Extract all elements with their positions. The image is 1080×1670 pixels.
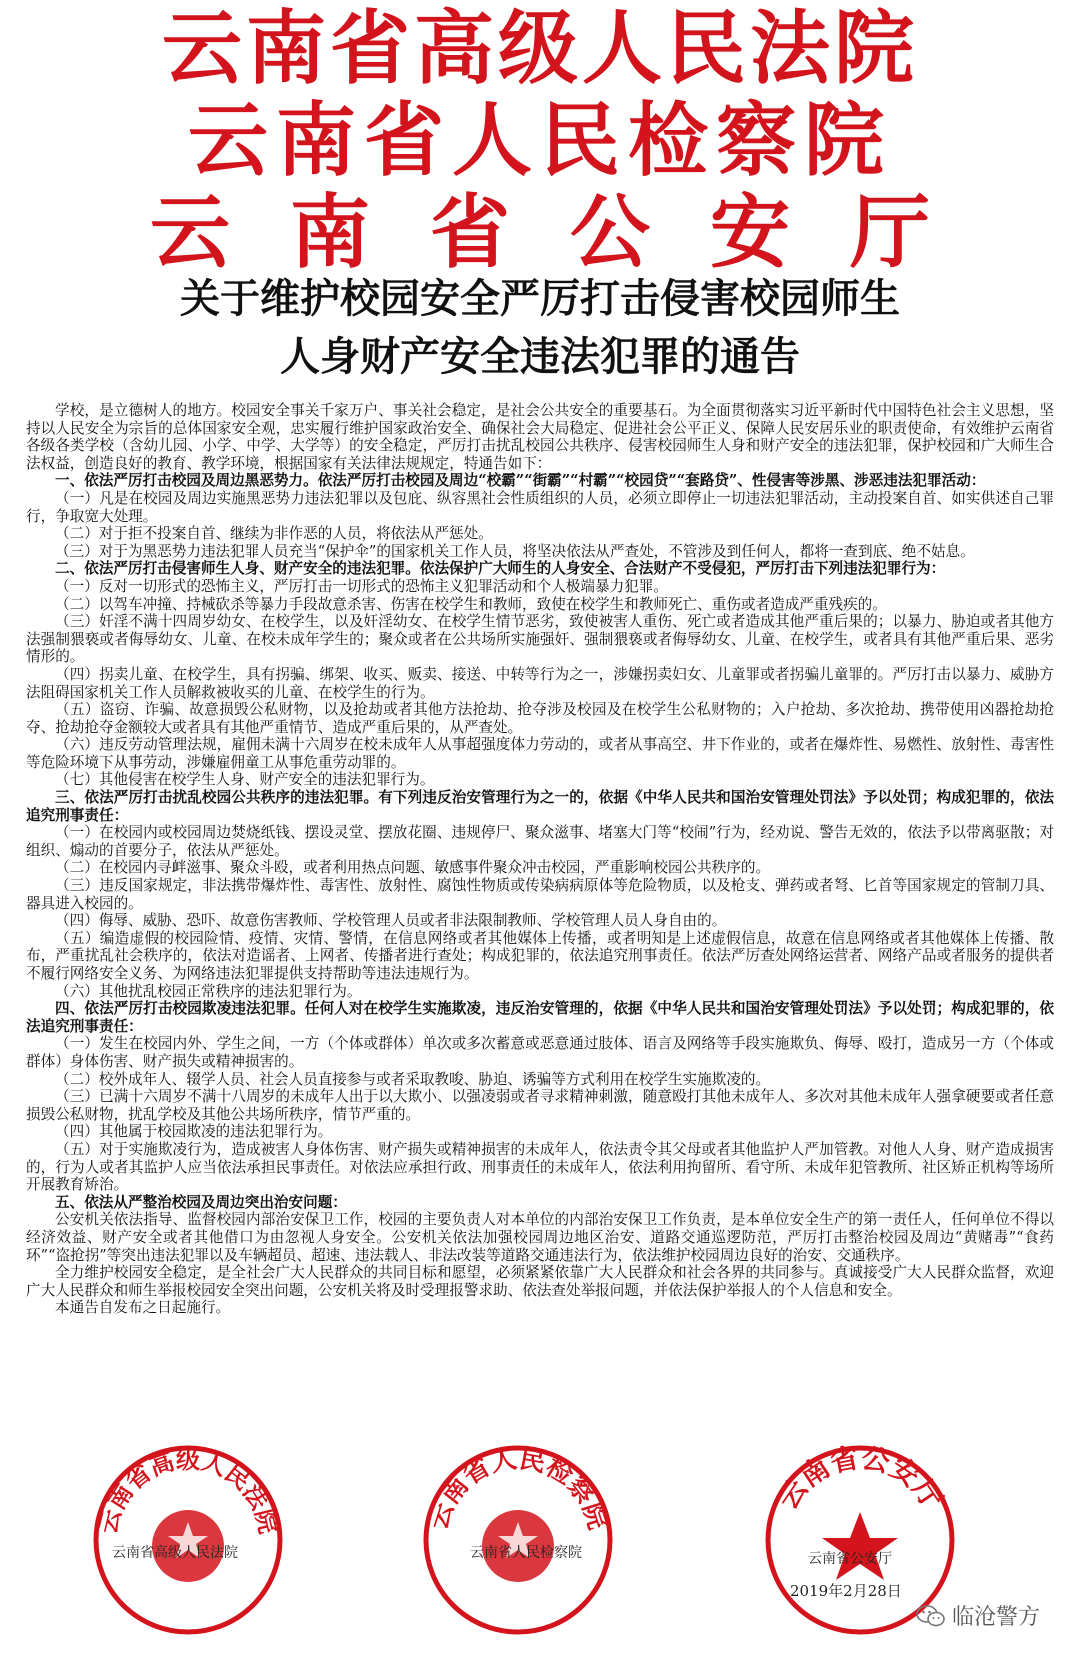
- paragraph: （四）其他属于校园欺凌的违法犯罪行为。: [55, 1123, 333, 1141]
- court-seal-label: 云南省高级人民法院: [112, 1545, 238, 1561]
- watermark: [916, 1600, 1040, 1631]
- paragraph: （四）拐卖儿童、在校学生，具有拐骗、绑架、收买、贩卖、接送、中转等行为之一，涉嫌拐卖妇女、儿童罪或者拐骗儿童罪的。严厉打击以暴力、威胁方法阻碍国家机关工作人员解救被收买的儿童、在校学生的行为。: [26, 665, 1054, 701]
- procuratorate-seal: [418, 1430, 618, 1640]
- paragraph: （五）编造虚假的校园险情、疫情、灾情、警情，在信息网络或者其他媒体上传播，或者明知是上述虚假信息，故意在信息网络或者其他媒体上传播、散布，严重扰乱社会秩序的，依法对造谣者、上网者、传播者进行查处；构成犯罪的，依法追究刑事责任。依法严厉查处网络运营者、网络产品或者服务的提供者不履行网络安全义务、为网络违法犯罪提供支持帮助等违法违规行为。: [26, 929, 1054, 982]
- paragraph: （一）发生在校园内外、学生之间，一方（个体或群体）单次或多次蓄意或恶意通过肢体、语言及网络等手段实施欺负、侮辱、殴打，造成另一方（个体或群体）身体伤害、财产损失或精神损害的。: [26, 1035, 1054, 1070]
- paragraph: （三）已满十六周岁不满十八周岁的未成年人出于以大欺小、以强凌弱或者寻求精神刺激，随意殴打其他未成年人、多次对其他未成年人强拿硬要或者任意损毁公私财物，扰乱学校及其他公共场所秩序，情节严重的。: [26, 1088, 1054, 1123]
- issuer-court: 云南省高级人民法院: [162, 1, 918, 95]
- paragraph: （二）以驾车冲撞、持械砍杀等暴力手段故意杀害、伤害在校学生和教师，致使在校学生和教师死亡、重伤或者造成严重残疾的。: [55, 595, 887, 613]
- paragraph: （六）违反劳动管理法规，雇佣未满十六周岁在校未成年人从事超强度体力劳动的，或者从事高空、井下作业的，或者在爆炸性、易燃性、放射性、毒害性等危险环境下从事劳动，涉嫌雇佣童工从事危重劳动罪的。: [26, 736, 1054, 771]
- section-heading: 四、依法严厉打击校园欺凌违法犯罪。任何人对在校学生实施欺凌，违反治安管理的，依据《中华人民共和国治安管理处罚法》予以处罚；构成犯罪的，依法追究刑事责任：: [26, 1000, 1054, 1035]
- issuer-public-security: 云南省公安厅: [150, 185, 990, 279]
- notice-title-line-1: 关于维护校园安全严厉打击侵害校园师生: [180, 276, 900, 322]
- public-security-seal-ring-text: 云南省公安厅: [771, 1441, 949, 1516]
- paragraph: （二）校外成年人、辍学人员、社会人员直接参与或者采取教唆、胁迫、诱骗等方式利用在校学生实施欺凌的。: [55, 1070, 771, 1088]
- paragraph: （二）在校园内寻衅滋事、聚众斗殴，或者利用热点问题、敏感事件聚众冲击校园，严重影响校园公共秩序的。: [55, 859, 771, 877]
- paragraph: （一）凡是在校园及周边实施黑恶势力违法犯罪以及包庇、纵容黑社会性质组织的人员，必须立即停止一切违法犯罪活动，主动投案自首、如实供述自己罪行，争取宽大处理。: [26, 489, 1054, 525]
- paragraph: （四）侮辱、威胁、恐吓、故意伤害教师、学校管理人员或者非法限制教师、学校管理人员人身自由的。: [55, 912, 727, 930]
- paragraph: （五）盗窃、诈骗、故意损毁公私财物，以及抢劫或者其他方法抢劫、抢夺涉及校园及在校学生公私财物的；入户抢劫、多次抢劫、携带使用凶器抢劫抢夺、抢劫抢夺金额较大或者具有其他严重情节、造成严重后果的，从严查处。: [26, 701, 1054, 736]
- paragraph: 学校，是立德树人的地方。校园安全事关千家万户、事关社会稳定，是社会公共安全的重要基石。为全面贯彻落实习近平新时代中国特色社会主义思想，坚持以人民安全为宗旨的总体国家安全观，忠实履行维护国家政治安全、确保社会大局稳定、促进社会公平正义、保障人民安居乐业的职责使命，有效维护云南省各级各类学校（含幼儿园、小学、中学、大学等）的安全稳定，严厉打击扰乱校园公共秩序、侵害校园师生人身和财产安全的违法犯罪，保护校园和广大师生合法权益，创造良好的教育、教学环境，根据国家有关法律法规规定，特通告如下：: [26, 402, 1054, 472]
- procuratorate-seal-label: 云南省人民检察院: [470, 1545, 582, 1561]
- issue-date: 2019年2月28日: [790, 1582, 902, 1600]
- court-seal: [88, 1430, 288, 1640]
- issuer-procuratorate: 云南省人民检察院: [188, 93, 892, 187]
- paragraph: （三）对于为黑恶势力违法犯罪人员充当“保护伞”的国家机关工作人员，将坚决依法从严查处，不管涉及到任何人，都将一查到底、绝不姑息。: [55, 542, 975, 560]
- notice-title: [0, 270, 1080, 386]
- section-heading: 二、依法严厉打击侵害师生人身、财产安全的违法犯罪。依法保护广大师生的人身安全、合法财产不受侵犯，严厉打击下列违法犯罪行为：: [55, 560, 946, 578]
- paragraph: （一）在校园内或校园周边焚烧纸钱、摆设灵堂、摆放花圈、违规停尸、聚众滋事、堵塞大门等“校闹”行为，经劝说、警告无效的，依法予以带离驱散；对组织、煽动的首要分子，依法从严惩处。: [26, 824, 1054, 859]
- public-security-seal-label: 云南省公安厅: [808, 1551, 892, 1567]
- notice-body: [26, 402, 1054, 1317]
- paragraph: （三）违反国家规定，非法携带爆炸性、毒害性、放射性、腐蚀性物质或传染病病原体等危险物质，以及枪支、弹药或者弩、匕首等国家规定的管制刀具、器具进入校园的。: [26, 877, 1054, 912]
- section-heading: 三、依法严厉打击扰乱校园公共秩序的违法犯罪。有下列违反治安管理行为之一的，依据《中华人民共和国治安管理处罚法》予以处罚；构成犯罪的，依法追究刑事责任：: [26, 789, 1054, 824]
- paragraph: （七）其他侵害在校学生人身、财产安全的违法犯罪行为。: [55, 771, 435, 789]
- court-seal-ring-text: 云南省高级人民法院: [92, 1445, 284, 1537]
- paragraph: 本通告自发布之日起施行。: [55, 1299, 231, 1317]
- procuratorate-seal-ring-text: 云南省人民检察院: [423, 1444, 613, 1534]
- paragraph: （一）反对一切形式的恐怖主义，严厉打击一切形式的恐怖主义犯罪活动和个人极端暴力犯罪。: [55, 577, 668, 595]
- section-heading: 五、依法从严整治校园及周边突出治安问题：: [55, 1193, 347, 1211]
- seals: [0, 1430, 1080, 1670]
- watermark-text: 临沧警方: [951, 1605, 1040, 1630]
- section-heading: 一、依法严厉打击校园及周边黑恶势力。依法严厉打击校园及周边“校霸”“街霸”“村霸”“校园贷”“套路贷”、性侵害等涉黑、涉恶违法犯罪活动：: [55, 472, 986, 490]
- notice-title-line-2: 人身财产安全违法犯罪的通告: [280, 334, 800, 380]
- paragraph: （三）奸淫不满十四周岁幼女、在校学生，以及奸淫幼女、在校学生情节恶劣，致使被害人重伤、死亡或者造成其他严重后果的；以暴力、胁迫或者其他方法强制猥亵或者侮辱幼女、儿童、在校未成年学生的；聚众或者在公共场所实施强奸、强制猥亵或者侮辱幼女、儿童、在校学生，或者具有其他严重后果、恶劣情形的。: [26, 613, 1054, 666]
- paragraph: （二）对于拒不投案自首、继续为非作恶的人员，将依法从严惩处。: [55, 525, 493, 543]
- issuer-headers: [0, 2, 1080, 278]
- paragraph: 全力维护校园安全稳定，是全社会广大人民群众的共同目标和愿望，必须紧紧依靠广大人民群众和社会各界的共同参与。真诚接受广大人民群众监督，欢迎广大人民群众和师生举报校园安全突出问题，公安机关将及时受理报警求助、依法查处举报问题，并依法保护举报人的个人信息和安全。: [26, 1264, 1054, 1299]
- paragraph: 公安机关依法指导、监督校园内部治安保卫工作，校园的主要负责人对本单位的内部治安保卫工作负责，是本单位安全生产的第一责任人，任何单位不得以经济效益、财产安全或者其他借口为由忽视人身安全。公安机关依法加强校园周边地区治安、道路交通巡逻防范，严厉打击整治校园及周边“黄赌毒”“食药环”“盗抢拐”等突出违法犯罪以及车辆超员、超速、违法载人、非法改装等道路交通违法行为，依法维护校园周边良好的治安、交通秩序。: [26, 1211, 1054, 1264]
- star-icon: [822, 1512, 898, 1580]
- paragraph: （六）其他扰乱校园正常秩序的违法犯罪行为。: [55, 982, 362, 1000]
- svg-text:云南省公安厅: [771, 1441, 949, 1515]
- wechat-icon: [916, 1604, 946, 1628]
- paragraph: （五）对于实施欺凌行为，造成被害人身体伤害、财产损失或精神损害的未成年人，依法责令其父母或者其他监护人严加管教。对他人人身、财产造成损害的，行为人或者其监护人应当依法承担民事责任。对依法应承担行政、刑事责任的未成年人，依法利用拘留所、看守所、未成年犯管教所、社区矫正机构等场所开展教育矫治。: [26, 1140, 1054, 1194]
